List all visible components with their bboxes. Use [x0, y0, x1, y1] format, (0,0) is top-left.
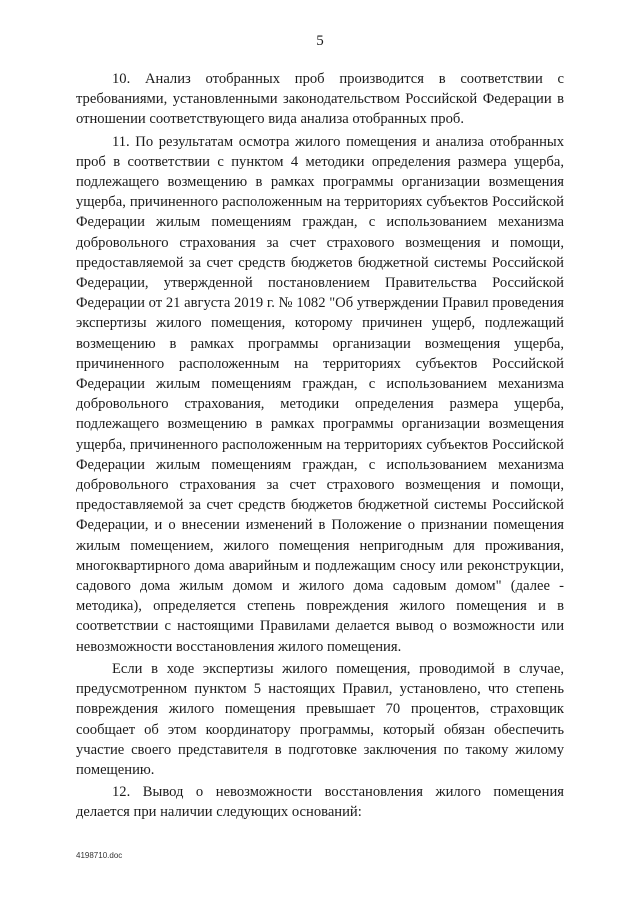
paragraph-11-continuation: Если в ходе экспертизы жилого помещения, проводимой в случае, предусмотренном пунктом 5 настоящих Правил, установлено, что степень повреждения жилого помещения превышает 70 процентов, страховщик сообщает об этом координатору программы, который обязан обеспечить участие своего представителя в подготовке заключения по такому жилому помещению. [76, 660, 564, 778]
paragraph-11: 11. По результатам осмотра жилого помещения и анализа отобранных проб в соответствии с пунктом 4 методики определения размера ущерба, подлежащего возмещению в рамках программы организации возмещения ущерба, причиненного расположенным на территориях субъектов Российской Федерации жилым помещениям граждан, с использованием механизма добровольного страхования за счет страхового возмещения и помощи, предоставляемой за счет средств бюджетов бюджетной системы Российской Федерации, утвержденной постановлением Правительства Российской Федерации от 21 августа 2019 г. № 1082 "Об утверждении Правил проведения экспертизы жилого помещения, которому причинен ущерб, подлежащий возмещению в рамках программы организации возмещения ущерба, причиненного расположенным на территориях субъектов Российской Федерации жилым помещениям граждан, с использованием механизма добровольного страхования, методики определения размера ущерба, подлежащего возмещению в рамках программы организации возмещения ущерба, причиненного расположенным на территориях субъектов Российской Федерации жилым помещениям граждан, с использованием механизма добровольного страхования за счет страхового возмещения и помощи, предоставляемой за счет средств бюджетов бюджетной системы Российской Федерации, и о внесении изменений в Положение о признании помещения жилым помещением, жилого помещения непригодным для проживания, многоквартирного дома аварийным и подлежащим сносу или реконструкции, садового дома жилым домом и жилого дома садовым домом" (далее - методика), определяется степень повреждения жилого помещения и в соответствии с настоящими Правилами делается вывод о возможности или невозможности восстановления жилого помещения. [76, 133, 564, 655]
document-body [76, 69, 564, 823]
paragraph-10: 10. Анализ отобранных проб производится в соответствии с требованиями, установленными законодательством Российской Федерации в отношении соответствующего вида анализа отобранных проб. [76, 71, 564, 128]
page-number: 5 [316, 33, 324, 49]
file-name-footer: 4198710.doc [76, 851, 123, 860]
paragraph-12: 12. Вывод о невозможности восстановления жилого помещения делается при наличии следующих оснований: [76, 784, 564, 821]
